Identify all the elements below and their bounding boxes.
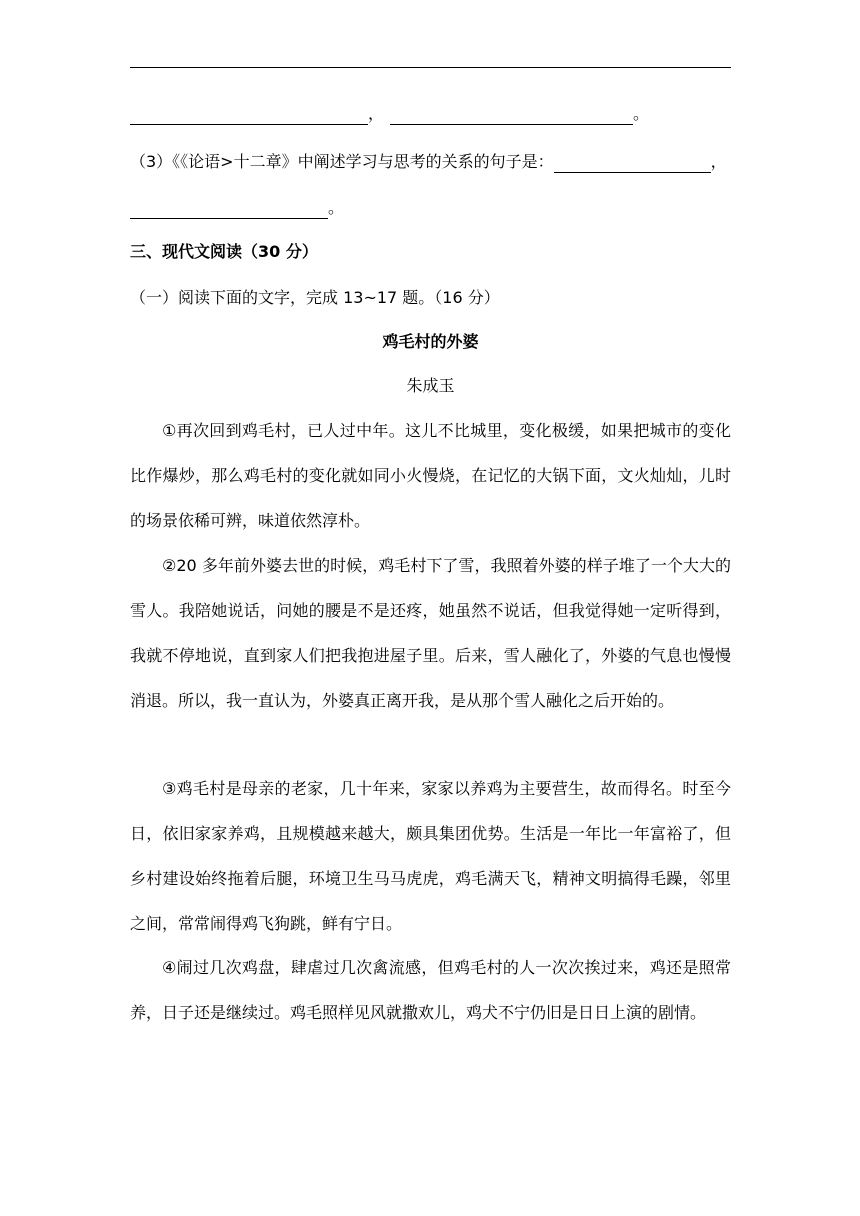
period-mark: 。 (328, 198, 345, 217)
question-3-text: （3）《《论语>十二章》中阐述学习与思考的关系的句子是： (130, 152, 554, 171)
question-3-row (130, 151, 727, 173)
article-title: 鸡毛村的外婆 (382, 332, 479, 351)
answer-line-full (130, 67, 731, 68)
answer-blanks-row-2 (130, 197, 344, 219)
comma-mark: ， (368, 104, 385, 123)
paragraph-4: ④闹过几次鸡盘，肆虐过几次禽流感，但鸡毛村的人一次次挨过来，鸡还是照常养，日子还是继续过。鸡毛照样见风就撒欢儿，鸡犬不宁仍旧是日日上演的剧情。 (130, 958, 731, 1022)
answer-blank[interactable] (554, 154, 711, 173)
article-author: 朱成玉 (406, 376, 455, 395)
answer-blank[interactable] (390, 106, 633, 125)
paragraph-1: ①再次回到鸡毛村，已人过中年。这儿不比城里，变化极缓，如果把城市的变化比作爆炒，那么鸡毛村的变化就如同小火慢烧，在记忆的大锅下面，文火灿灿，儿时的场景依稀可辨，味道依然淳朴。 (130, 421, 731, 530)
section-subheading: （一）阅读下面的文字，完成 13~17 题。（16 分） (130, 288, 500, 307)
answer-blanks-row-1 (130, 103, 649, 125)
period-mark: 。 (633, 104, 650, 123)
comma-mark: ， (710, 152, 727, 171)
answer-blank[interactable] (130, 106, 368, 125)
paragraph-3: ③鸡毛村是母亲的老家，几十年来，家家以养鸡为主要营生，故而得名。时至今日，依旧家家养鸡，且规模越来越大，颇具集团优势。生活是一年比一年富裕了，但乡村建设始终拖着后腿，环境卫生马马虎虎，鸡毛满天飞，精神文明搞得毛躁，邻里之间，常常闹得鸡飞狗跳，鲜有宁日。 (130, 779, 731, 933)
paragraph-2: ②20 多年前外婆去世的时候，鸡毛村下了雪，我照着外婆的样子堆了一个大大的雪人。我陪她说话，问她的腰是不是还疼，她虽然不说话，但我觉得她一定听得到，我就不停地说，直到家人们把我抱进屋子里。后来，雪人融化了，外婆的气息也慢慢消退。所以，我一直认为，外婆真正离开我，是从那个雪人融化之后开始的。 (130, 556, 731, 710)
answer-blank[interactable] (130, 200, 328, 219)
section-heading: 三、现代文阅读（30 分） (130, 242, 318, 261)
